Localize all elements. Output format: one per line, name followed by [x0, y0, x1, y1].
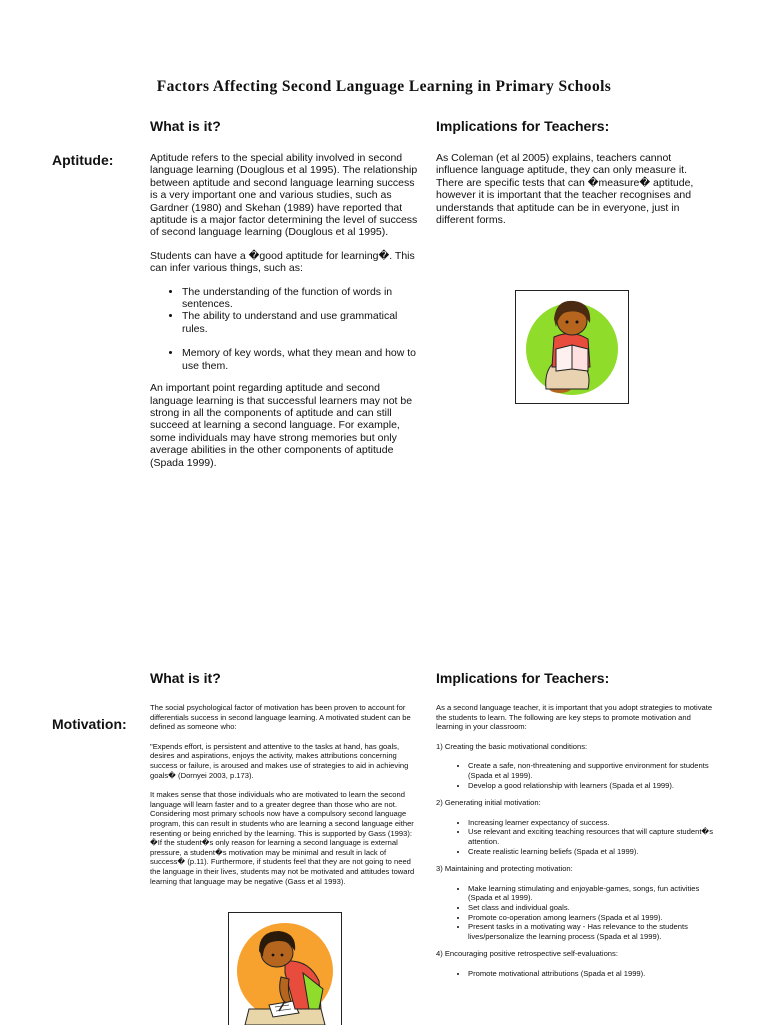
list-item: • Memory of key words, what they mean and how to use them.	[182, 347, 420, 372]
list-item: • Promote co-operation among learners (Spada et al 1999).	[468, 913, 716, 923]
motivation-para-3: It makes sense that those individuals who are motivated to learn the second language will learn faster and to a greater degree than those who are not. Considering most primary schools now have a compulsory second language program, this can result in students who are learning a second language either resenting or being enriched by the learning. This is supported by Gass (1993): �If the student�s only reason for learning a second language is external pressure, a student�s motivation may be minimal and result in lack of success� (p.11). Furthermore, if students feel that they are not going to need the language in their lives, students may not be motivated and attitudes toward learning that language may be negative (Gass et al 1993).	[150, 790, 415, 886]
list-item: • Set class and individual goals.	[468, 903, 716, 913]
list-item: • Create a safe, non-threatening and supportive environment for students (Spada et al 1999).	[468, 761, 716, 780]
aptitude-para-2: Students can have a �good aptitude for learning�. This can infer various things, such as:	[150, 249, 415, 275]
step-list	[436, 884, 716, 942]
step-heading: 2) Generating initial motivation:	[436, 798, 541, 808]
list-item: • Develop a good relationship with learners (Spada et al 1999).	[468, 781, 716, 791]
step-heading: 1) Creating the basic motivational conditions:	[436, 741, 588, 751]
aptitude-what-text	[150, 152, 420, 480]
step-list	[436, 969, 716, 979]
aptitude-implications-heading: Implications for Teachers:	[436, 118, 610, 134]
document-title: Factors Affecting Second Language Learning in Primary Schools	[156, 78, 612, 95]
list-item: • The ability to understand and use grammatical rules.	[182, 310, 420, 335]
motivation-what-text	[150, 703, 420, 896]
motivation-para-1: The social psychological factor of motivation has been proven to account for differentials success in second language learning. A motivated student can be defined as someone who:	[150, 703, 411, 732]
step-list	[436, 818, 716, 856]
list-item: • Present tasks in a motivating way - Has relevance to the students lives/personalize the learning process (Spada et al 1999).	[468, 922, 716, 941]
aptitude-what-heading: What is it?	[150, 118, 221, 134]
aptitude-label: Aptitude:	[52, 152, 114, 168]
aptitude-bullet-list	[150, 286, 420, 372]
list-item: • Use relevant and exciting teaching resources that will capture student�s attention.	[468, 827, 716, 846]
motivation-implications-text	[436, 703, 716, 986]
motivation-quote: "Expends effort, is persistent and attentive to the tasks at hand, has goals, desires and aspirations, enjoys the activity, makes attributions concerning success or failure, is aroused and makes use of strategies to aid in achieving goals� (Dornyei 2003, p.173).	[150, 741, 409, 780]
motivation-implications-heading: Implications for Teachers:	[436, 670, 610, 686]
list-item: • Increasing learner expectancy of success.	[468, 818, 716, 828]
aptitude-para-1: Aptitude refers to the special ability involved in second language learning (Douglous et al 1995). The relationship between aptitude and second language learning success is a very important one and various studies, such as Gardner (1980) and Skehan (1989) have reported that aptitude is a major factor determining the level of success of second language learning (Douglous et al 1995).	[150, 152, 418, 239]
aptitude-implications-text	[436, 152, 711, 237]
motivation-impl-intro: As a second language teacher, it is important that you adopt strategies to motivate the students to learn. The following are key steps to promote motivation and learning in your classroom:	[436, 703, 713, 732]
step-heading: 4) Encouraging positive retrospective self-evaluations:	[436, 949, 618, 959]
motivation-label: Motivation:	[52, 716, 127, 732]
list-item: • Promote motivational attributions (Spada et al 1999).	[468, 969, 716, 979]
aptitude-para-3: An important point regarding aptitude and second language learning is that successful learners may not be strong in all the components of aptitude and can still succeed at learning a second language. For example, some individuals may have strong memories but only average abilities in the other components of aptitude (Spada 1999).	[150, 382, 413, 469]
list-item: • The understanding of the function of words in sentences.	[182, 286, 420, 311]
list-item: • Make learning stimulating and enjoyable-games, songs, fun activities (Spada et al 1999).	[468, 884, 716, 903]
step-heading: 3) Maintaining and protecting motivation:	[436, 864, 573, 874]
motivation-what-heading: What is it?	[150, 670, 221, 686]
step-list	[436, 761, 716, 790]
aptitude-impl-para-1: As Coleman (et al 2005) explains, teachers cannot influence language aptitude, they can only measure it. There are specific tests that can �measure� aptitude, however it is important that the teacher recognises and understands that aptitude can be in everyone, just in different forms.	[436, 152, 694, 227]
list-item: • Create realistic learning beliefs (Spada et al 1999).	[468, 847, 716, 857]
writing-child-image	[228, 912, 342, 1025]
reading-child-image	[515, 290, 629, 404]
